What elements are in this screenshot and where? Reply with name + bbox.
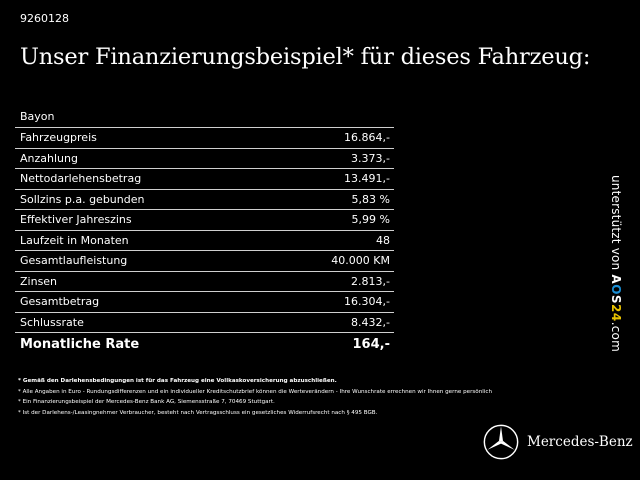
row-label: Nettodarlehensbetrag (20, 172, 142, 186)
row-value: 40.000 KM (331, 254, 390, 268)
monthly-rate-row (15, 333, 394, 355)
footnotes (18, 376, 618, 418)
row-label: Schlussrate (20, 315, 84, 329)
footnote: * Ist der Darlehens-/Leasingnehmer Verbraucher, besteht nach Vertragsschluss ein gesetzliches Widerrufsrecht nach § 495 BGB. (18, 409, 378, 416)
row-value: 13.491,- (344, 172, 390, 186)
aos-number: 24 (609, 304, 623, 322)
table-row (15, 190, 394, 211)
row-value: 5,99 % (351, 213, 390, 227)
table-row (15, 292, 394, 313)
aos-letter-a: A (609, 274, 623, 285)
row-value: 48 (376, 233, 390, 247)
mercedes-brand (483, 424, 633, 460)
brand-name: Mercedes-Benz (527, 434, 633, 450)
three-pointed-star-icon (483, 424, 519, 460)
vehicle-id: 9260128 (20, 12, 69, 25)
row-label: Laufzeit in Monaten (20, 233, 129, 247)
row-label: Gesamtlaufleistung (20, 254, 128, 268)
table-row (15, 210, 394, 231)
table-row (15, 231, 394, 252)
row-label: Effektiver Jahreszins (20, 213, 132, 227)
row-label: Anzahlung (20, 151, 78, 165)
monthly-rate-label: Monatliche Rate (20, 336, 140, 352)
row-value: 16.864,- (344, 131, 390, 145)
credit-prefix: unterstützt von (609, 175, 623, 271)
aos-letter-s: S (609, 294, 623, 305)
table-row (15, 251, 394, 272)
side-credit (597, 175, 627, 355)
page-title: Unser Finanzierungsbeispiel* für dieses Fahrzeug: (20, 44, 591, 70)
table-row (15, 169, 394, 190)
row-label: Sollzins p.a. gebunden (20, 192, 145, 206)
table-row (15, 313, 394, 334)
monthly-rate-value: 164,- (352, 336, 390, 352)
row-label: Zinsen (20, 274, 58, 288)
row-value: 3.373,- (351, 151, 390, 165)
aos-suffix: .com (609, 321, 623, 352)
footnote: * Gemäß den Darlehensbedingungen ist für das Fahrzeug eine Vollkaskoversicherung abzuschließen. (18, 378, 337, 384)
row-value: 16.304,- (344, 295, 390, 309)
aos24-logo (609, 274, 623, 321)
financing-table (15, 107, 394, 355)
table-row (15, 128, 394, 149)
row-value: 8.432,- (351, 315, 390, 329)
aos-letter-o: O (609, 284, 623, 295)
row-label: Gesamtbetrag (20, 295, 100, 309)
row-label: Fahrzeugpreis (20, 131, 97, 145)
vehicle-model: Bayon (15, 107, 394, 128)
table-row (15, 149, 394, 170)
footnote: * Alle Angaben in Euro - Rundungsdifferenzen und ein individueller Kreditschutzbrief können die Werteverändern - Ihre Wunschrate errechnen wir Ihnen gerne persönlich (18, 388, 492, 395)
footnote: * Ein Finanzierungsbeispiel der Mercedes-Benz Bank AG, Siemensstraße 7, 70469 Stuttgart. (18, 399, 275, 405)
row-value: 5,83 % (351, 192, 390, 206)
table-row (15, 272, 394, 293)
row-value: 2.813,- (351, 274, 390, 288)
